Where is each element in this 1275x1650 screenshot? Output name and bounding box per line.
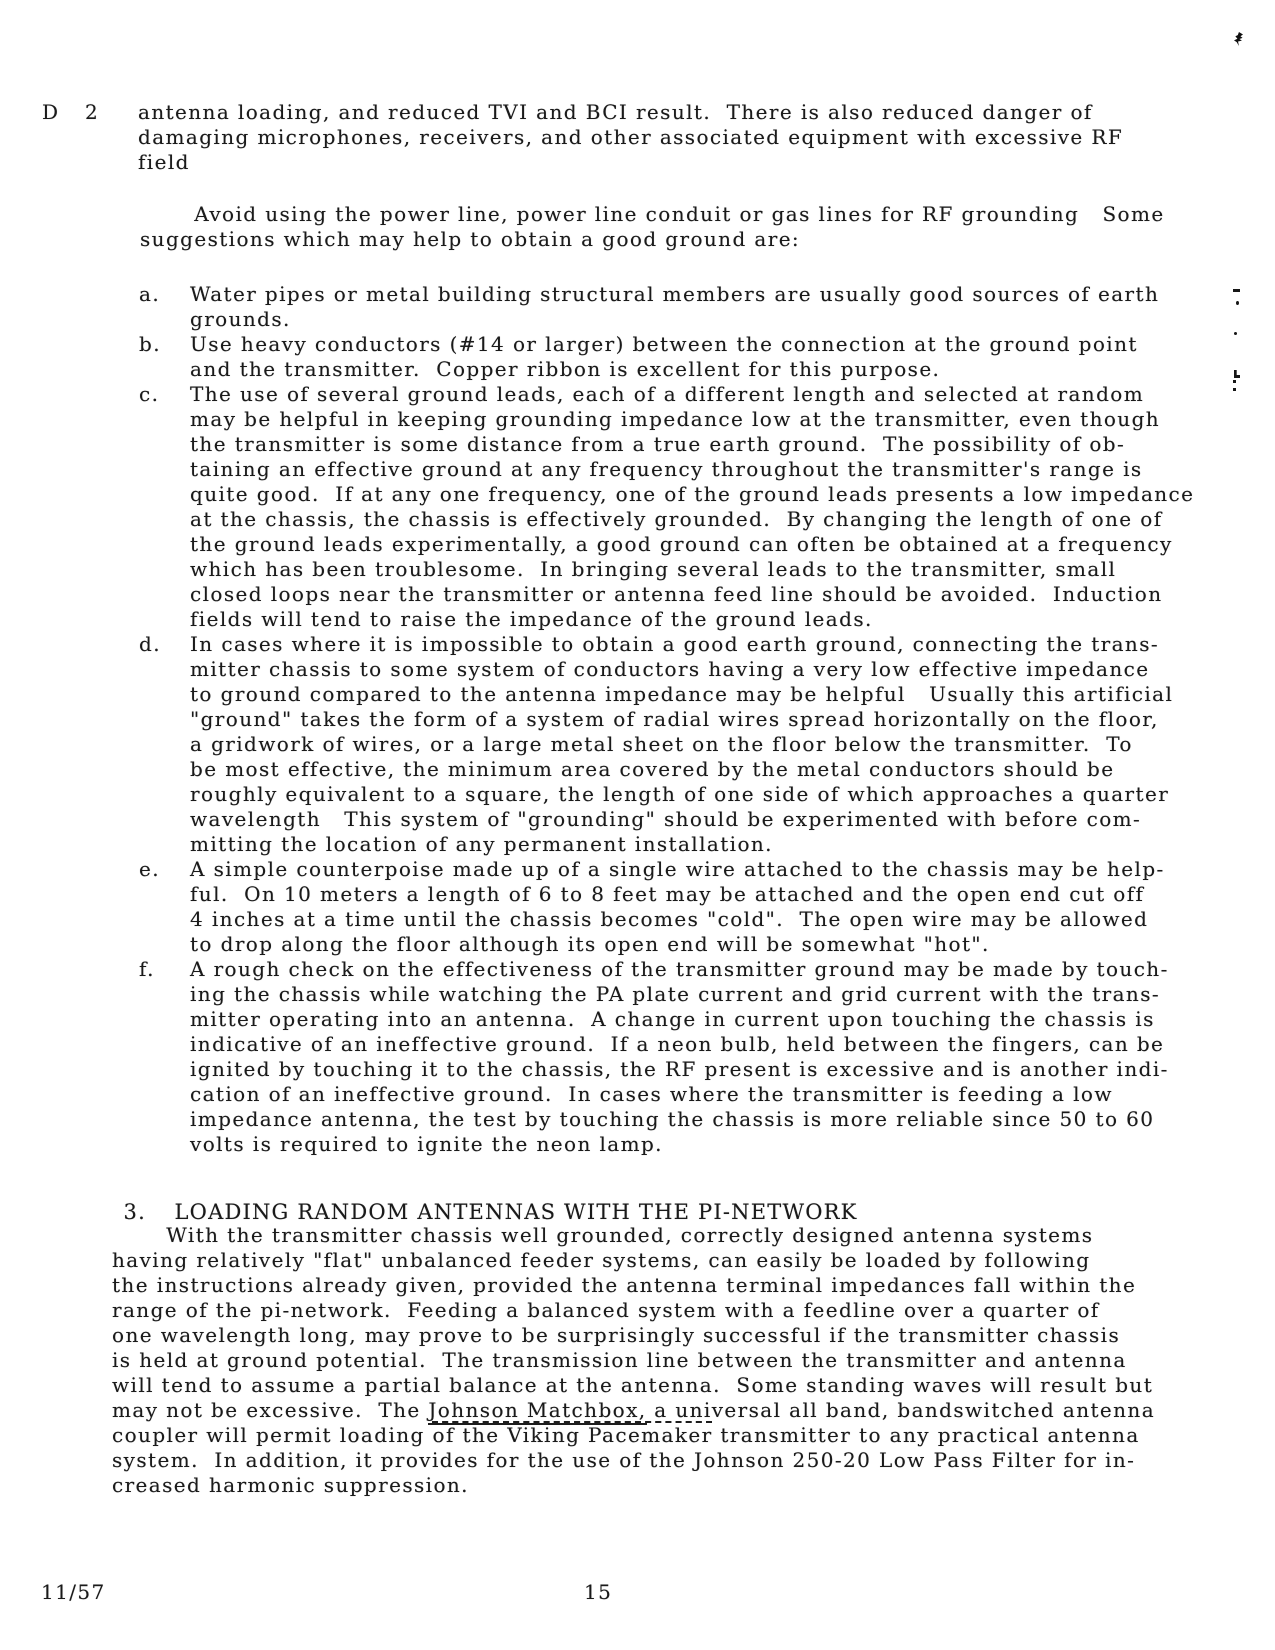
marked-viking-pacemaker: of the Viking Pacemaker: [432, 1423, 713, 1447]
list-item-c: [139, 382, 1194, 632]
text-line: and the transmitter. Copper ribbon is excellent for this purpose.: [190, 357, 941, 381]
text-line: quite good. If at any one frequency, one of the ground leads presents a low impedance: [190, 482, 1195, 506]
text-line: having relatively "flat" unbalanced feeder systems, can easily be loaded by following: [112, 1248, 1091, 1272]
text-line: to drop along the floor although its open end will be somewhat "hot".: [190, 932, 990, 956]
section-title: LOADING RANDOM ANTENNAS WITH THE PI-NETWORK: [174, 1200, 858, 1224]
text-line: 4 inches at a time until the chassis becomes "cold". The open wire may be allowed: [190, 907, 1149, 931]
line-text: transmitter to any practical antenna: [712, 1423, 1140, 1447]
ground-suggestions-list: [139, 282, 1194, 1157]
text-line: With the transmitter chassis well grounded, correctly designed antenna systems: [112, 1223, 1094, 1247]
list-item-label: d.: [139, 632, 161, 656]
scan-speck: [1234, 332, 1237, 335]
section-number: 3.: [123, 1200, 146, 1224]
text-line: volts is required to ignite the neon lamp.: [190, 1132, 663, 1156]
text-line: antenna loading, and reduced TVI and BCI result. There is also reduced danger of: [138, 100, 1093, 124]
text-line: A simple counterpoise made up of a single wire attached to the chassis may be help-: [190, 857, 1165, 881]
text-line: mitting the location of any permanent installation.: [190, 832, 773, 856]
line-text: may not be excessive. The: [112, 1398, 429, 1422]
text-line: mitter chassis to some system of conductors having a very low effective impedance: [190, 657, 1150, 681]
text-line: system. In addition, it provides for the use of the Johnson 250-20 Low Pass Filter for in-: [112, 1448, 1136, 1472]
text-line: Avoid using the power line, power line conduit or gas lines for RF grounding Some: [140, 202, 1165, 226]
list-item-text: [190, 857, 1194, 957]
page-number: 15: [584, 1580, 613, 1604]
loading-paragraph: [112, 1223, 1155, 1498]
text-line: the transmitter is some distance from a true earth ground. The possibility of ob-: [190, 432, 1126, 456]
ink-blot-artifact: [1234, 32, 1243, 46]
grounding-advice-paragraph: [140, 202, 1165, 252]
list-item-label: a.: [139, 282, 161, 306]
continuation-paragraph: [138, 100, 1123, 175]
list-item-label: c.: [139, 382, 160, 406]
text-line: ignited by touching it to the chassis, the RF present is excessive and is another indi-: [190, 1057, 1169, 1081]
list-item-label: b.: [139, 332, 161, 356]
list-item-f: [139, 957, 1194, 1157]
text-line: fields will tend to raise the impedance of the ground leads.: [190, 607, 873, 631]
scan-speck: [1234, 370, 1240, 378]
text-line: wavelength This system of "grounding" should be experimented with before com-: [190, 807, 1142, 831]
line-text: coupler will permit loading: [112, 1423, 433, 1447]
text-line: cation of an ineffective ground. In cases where the transmitter is feeding a low: [190, 1082, 1113, 1106]
scan-speck: [1233, 289, 1240, 292]
text-line: field: [138, 150, 190, 174]
underlined-johnson-matchbox: Johnson Matchbox,: [428, 1398, 646, 1425]
text-line: range of the pi-network. Feeding a balanced system with a feedline over a quarter of: [112, 1298, 1100, 1322]
text-line: indicative of an ineffective ground. If a neon bulb, held between the fingers, can be: [190, 1032, 1165, 1056]
text-line: mitter operating into an antenna. A change in current upon touching the chassis is: [190, 1007, 1155, 1031]
text-line: "ground" takes the form of a system of radial wires spread horizontally on the floor,: [190, 707, 1159, 731]
text-line: suggestions which may help to obtain a good ground are:: [140, 227, 801, 251]
scan-speck: [1233, 388, 1236, 391]
text-line: closed loops near the transmitter or antenna feed line should be avoided. Induction: [190, 582, 1163, 606]
list-item-label: f.: [139, 957, 155, 981]
list-item-text: [190, 957, 1194, 1157]
scan-speck: [1236, 301, 1239, 305]
text-line: grounds.: [190, 307, 291, 331]
text-line: which has been troublesome. In bringing several leads to the transmitter, small: [190, 557, 1117, 581]
list-item-d: [139, 632, 1194, 857]
text-line: damaging microphones, receivers, and other associated equipment with excessive RF: [138, 125, 1124, 149]
text-line: [112, 1398, 1155, 1423]
list-item-text: [190, 282, 1194, 332]
text-line: may be helpful in keeping grounding impedance low at the transmitter, even though: [190, 407, 1161, 431]
margin-note-number: 2: [85, 100, 99, 124]
text-line: at the chassis, the chassis is effectively grounded. By changing the length of one of: [190, 507, 1163, 531]
list-item-e: [139, 857, 1194, 957]
text-line: roughly equivalent to a square, the length of one side of which approaches a quarter: [190, 782, 1170, 806]
text-line: one wavelength long, may prove to be surprisingly successful if the transmitter chassis: [112, 1323, 1121, 1347]
text-line: Use heavy conductors (#14 or larger) between the connection at the ground point: [190, 332, 1138, 356]
list-item-b: [139, 332, 1194, 382]
text-line: be most effective, the minimum area covered by the metal conductors should be: [190, 757, 1115, 781]
list-item-text: [190, 332, 1194, 382]
list-item-text: [190, 632, 1194, 857]
line-text: a universal all band, bandswitched antenna: [646, 1398, 1156, 1422]
text-line: is held at ground potential. The transmission line between the transmitter and antenna: [112, 1348, 1127, 1372]
text-line: a gridwork of wires, or a large metal sheet on the floor below the transmitter. To: [190, 732, 1133, 756]
text-line: A rough check on the effectiveness of the transmitter ground may be made by touch-: [190, 957, 1169, 981]
text-line: In cases where it is impossible to obtain a good earth ground, connecting the trans-: [190, 632, 1160, 656]
text-line: creased harmonic suppression.: [112, 1473, 469, 1497]
list-item-label: e.: [139, 857, 160, 881]
text-line: to ground compared to the antenna impedance may be helpful Usually this artificial: [190, 682, 1174, 706]
text-line: the ground leads experimentally, a good ground can often be obtained at a frequency: [190, 532, 1173, 556]
text-line: will tend to assume a partial balance at the antenna. Some standing waves will result but: [112, 1373, 1154, 1397]
text-line: Water pipes or metal building structural members are usually good sources of earth: [190, 282, 1160, 306]
text-line: impedance antenna, the test by touching the chassis is more reliable since 50 to 60: [190, 1107, 1155, 1131]
text-line: ful. On 10 meters a length of 6 to 8 feet may be attached and the open end cut off: [190, 882, 1145, 906]
list-item-a: [139, 282, 1194, 332]
scan-speck: [1233, 380, 1236, 383]
text-line: The use of several ground leads, each of a different length and selected at random: [190, 382, 1145, 406]
footer-date-code: 11/57: [41, 1580, 106, 1604]
paragraph-lines: [112, 1223, 1155, 1398]
text-line: ing the chassis while watching the PA plate current and grid current with the trans-: [190, 982, 1161, 1006]
list-item-text: [190, 382, 1194, 632]
text-line: taining an effective ground at any frequency throughout the transmitter's range is: [190, 457, 1143, 481]
margin-note-letter: D: [42, 100, 60, 124]
text-line: [112, 1423, 1155, 1448]
paragraph-lines: [112, 1448, 1155, 1498]
text-line: the instructions already given, provided the antenna terminal impedances fall within the: [112, 1273, 1137, 1297]
